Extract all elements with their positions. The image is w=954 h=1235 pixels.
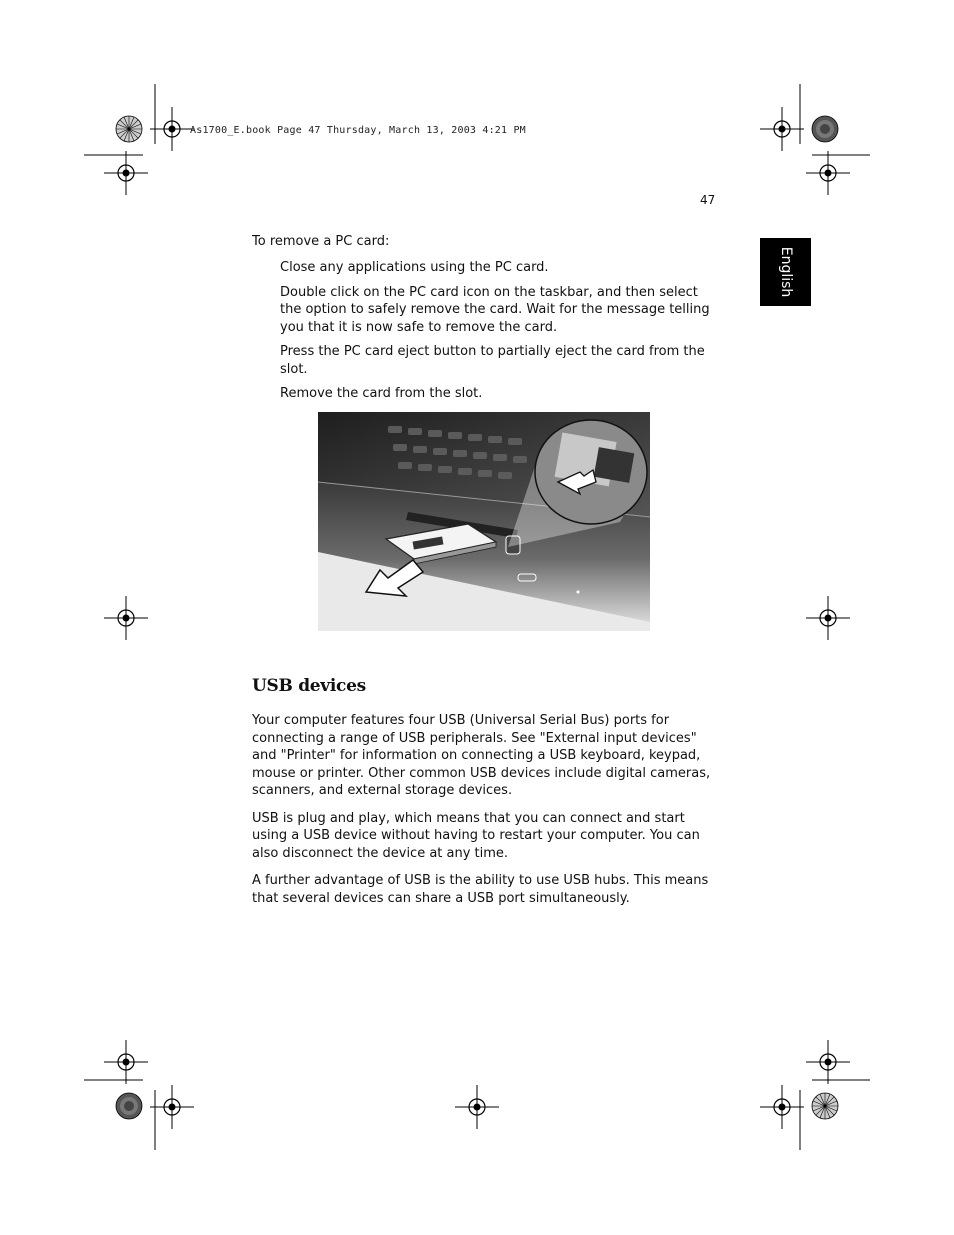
page-number: 47 [700,193,716,207]
usb-paragraph-3: A further advantage of USB is the ability to use USB hubs. This means that several devices can share a USB port simultaneously. [252,873,709,906]
print-header-line: As1700_E.book Page 47 Thursday, March 13, 2003 4:21 PM [190,125,526,136]
language-tab-label: English [777,246,794,298]
remove-card-intro: To remove a PC card: [252,234,390,249]
remove-card-steps [280,259,720,410]
step-4: Remove the card from the slot. [280,386,483,401]
step-3: Press the PC card eject button to partially eject the card from the slot. [280,344,705,377]
usb-body [252,712,718,917]
pc-card-ejection-illustration [318,412,650,631]
step-2: Double click on the PC card icon on the taskbar, and then select the option to safely remove the card. Wait for the message telling you that it is now safe to remove the card. [280,284,710,335]
usb-section-title: USB devices [252,676,366,696]
language-tab [760,238,811,306]
step-1: Close any applications using the PC card. [280,260,549,275]
usb-paragraph-2: USB is plug and play, which means that you can connect and start using a USB device without having to restart your computer. You can also disconnect the device at any time. [252,810,700,861]
usb-paragraph-1: Your computer features four USB (Universal Serial Bus) ports for connecting a range of USB peripherals. See "External input devices" and "Printer" for information on connecting a USB keyboard, keypad, mouse or printer. Other common USB devices include digital cameras, scanners, and external storage devices. [252,713,711,798]
